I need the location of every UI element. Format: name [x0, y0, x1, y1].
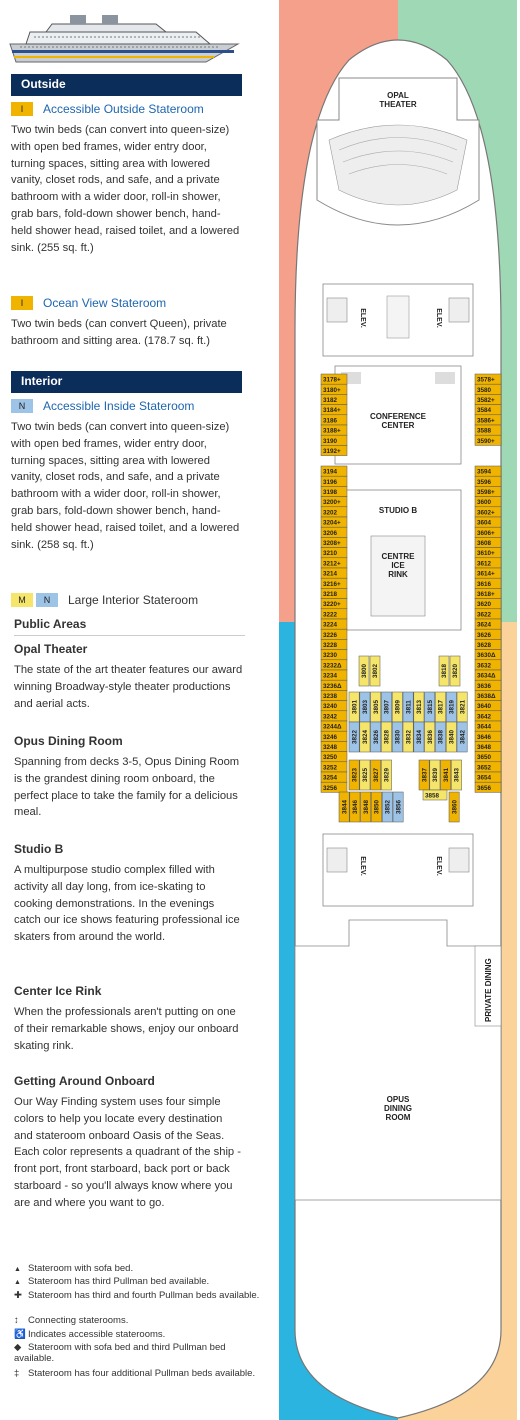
stateroom-number: 3842	[459, 729, 467, 745]
legend-label[interactable]: Accessible Outside Stateroom	[43, 101, 204, 116]
stateroom-number: 3656	[477, 784, 492, 792]
elev-label: ELEV.	[435, 856, 442, 876]
stateroom-number: 3242	[323, 713, 338, 721]
stateroom-number: 3858	[425, 792, 440, 800]
footnote: ✚ Stateroom has third and fourth Pullman beds available.	[14, 1290, 260, 1301]
stateroom-number: 3210	[323, 550, 338, 558]
stateroom-number: 3232Δ	[323, 662, 342, 670]
legend-label: Large Interior Stateroom	[68, 592, 199, 607]
stateroom-number: 3226	[323, 631, 338, 639]
footnote: ▲ Stateroom with sofa bed.	[14, 1263, 134, 1274]
stateroom-number: 3612	[477, 560, 492, 568]
stateroom-number: 3204+	[323, 519, 341, 527]
stateroom-number: 3834	[416, 729, 424, 745]
opus-dining-room-label: OPUS DINING ROOM	[384, 1095, 412, 1122]
stateroom-number: 3212+	[323, 560, 341, 568]
stateroom-number: 3832	[405, 729, 413, 745]
stateroom-number: 3222	[323, 611, 338, 619]
stateroom-number: 3640	[477, 703, 492, 711]
stairs	[449, 848, 469, 872]
stateroom-number: 3817	[437, 699, 445, 715]
stateroom-number: 3200+	[323, 499, 341, 507]
stateroom-number: 3182	[323, 397, 338, 404]
stateroom-number: 3632	[477, 662, 492, 670]
interior-swatch: N	[11, 399, 33, 413]
stateroom-number: 3590+	[477, 437, 495, 445]
restroom-icon	[435, 372, 455, 384]
area-title: Opal Theater	[14, 642, 88, 656]
stateroom-number: 3252	[323, 764, 338, 772]
area-text: When the professionals aren't putting on one of their remarkable shows, enjoy our onboard skating rink.	[14, 1006, 239, 1052]
legend-label[interactable]: Accessible Inside Stateroom	[43, 398, 195, 413]
stateroom-number: 3224	[323, 621, 338, 629]
stateroom-number: 3648	[477, 744, 492, 751]
outside-swatch: I	[11, 102, 33, 116]
stateroom-number: 3827	[372, 767, 380, 783]
stateroom-number: 3582+	[477, 397, 495, 404]
stateroom-number: 3839	[432, 767, 440, 783]
stateroom-number: 3826	[372, 729, 380, 745]
stateroom-number: 3208+	[323, 540, 341, 547]
stateroom-number: 3805	[372, 699, 380, 715]
stateroom-number: 3840	[448, 729, 456, 745]
stateroom-number: 3608	[477, 540, 492, 547]
stateroom-number: 3650	[477, 754, 492, 762]
outside-swatch: I	[11, 296, 33, 310]
stateroom-number: 3198	[323, 489, 338, 496]
footnote: ↕ Connecting staterooms.	[14, 1315, 129, 1326]
stateroom-number: 3622	[477, 611, 492, 619]
area-text: The state of the art theater features our award winning Broadway-style theater productions and aerial acts.	[14, 664, 243, 710]
stateroom-number: 3807	[383, 699, 391, 715]
stateroom-number: 3811	[405, 700, 413, 714]
stateroom-number: 3626	[477, 631, 492, 639]
stateroom-number: 3188+	[323, 427, 341, 435]
centre-ice-rink-label: CENTRE ICE RINK	[381, 552, 415, 579]
stateroom-number: 3801	[351, 699, 359, 715]
legend-item-accessible-inside	[11, 398, 194, 414]
elev-label: ELEV.	[435, 308, 442, 328]
stateroom-number: 3618+	[477, 591, 495, 598]
stateroom-number: 3630Δ	[477, 652, 496, 660]
stateroom-number: 3578+	[477, 376, 495, 384]
stateroom-number: 3838	[437, 729, 445, 745]
stateroom-number: 3638Δ	[477, 693, 496, 700]
stateroom-number: 3248	[323, 744, 338, 751]
stateroom-number: 3822	[351, 729, 359, 745]
stateroom-number: 3196	[323, 478, 338, 486]
stateroom-number: 3244Δ	[323, 723, 342, 731]
stateroom-number: 3646	[477, 733, 492, 741]
stateroom-number: 3256	[323, 784, 338, 792]
area-title: Getting Around Onboard	[14, 1074, 155, 1088]
public-areas-title: Public Areas	[14, 617, 87, 631]
stateroom-number: 3218	[323, 591, 338, 598]
footnote: ◆ Stateroom with sofa bed and third Pullman bed available.	[14, 1342, 226, 1364]
stateroom-number: 3836	[426, 729, 434, 745]
stateroom-number: 3654	[477, 774, 492, 782]
legend-description: Two twin beds (can convert into queen-size) with open bed frames, wider entry door, turning spaces, sitting area with lowered vanity, closet rods, and safe, and a private bathroom with a wider door, roll-in shower, grab bars, fold-down shower bench, hand-held shower head, raised toilet, and a lowered sink. (258 sq. ft.)	[11, 421, 240, 551]
cross-icon: ✚	[14, 1290, 22, 1301]
stateroom-number: 3803	[362, 699, 370, 715]
stateroom-number: 3614+	[477, 570, 495, 578]
stateroom-number: 3588	[477, 427, 492, 435]
stateroom-number: 3815	[426, 699, 434, 715]
stateroom-number: 3636	[477, 682, 492, 690]
stateroom-number: 3846	[352, 799, 360, 815]
stateroom-number: 3186	[323, 417, 338, 425]
ship-icon	[6, 6, 242, 66]
stateroom-number: 3230	[323, 652, 338, 660]
stateroom-number: 3844	[341, 799, 349, 815]
stateroom-number: 3644	[477, 723, 492, 731]
stateroom-number: 3860	[451, 799, 459, 815]
stateroom-number: 3206	[323, 529, 338, 537]
stateroom-number: 3821	[459, 699, 467, 715]
stateroom-number: 3628	[477, 642, 492, 649]
stateroom-number: 3848	[362, 799, 370, 815]
diamond-icon: ◆	[14, 1342, 22, 1353]
stateroom-number: 3246	[323, 733, 338, 741]
stateroom-number: 3852	[384, 799, 392, 815]
theater-seating	[329, 125, 467, 205]
opus-dining-room-area	[295, 920, 501, 1200]
stateroom-number: 3254	[323, 774, 338, 782]
accessible-icon: ♿	[14, 1329, 26, 1340]
stateroom-number: 3802	[372, 663, 380, 679]
stateroom-number: 3192+	[323, 448, 341, 455]
legend-item-accessible-outside	[11, 101, 204, 117]
stateroom-number: 3250	[323, 754, 338, 762]
stateroom-number: 3856	[395, 799, 403, 815]
stateroom-number: 3236Δ	[323, 682, 342, 690]
stateroom-number: 3228	[323, 642, 338, 649]
stateroom-number: 3220+	[323, 601, 341, 609]
legend-item-ocean-view	[11, 295, 166, 311]
stateroom-number: 3820	[452, 663, 460, 679]
stateroom-number: 3586+	[477, 417, 495, 425]
area-title: Studio B	[14, 842, 64, 856]
area-title: Center Ice Rink	[14, 984, 102, 998]
footnote: ‡ Stateroom has four additional Pullman beds available.	[14, 1368, 256, 1379]
stateroom-number: 3202	[323, 509, 338, 517]
pullman-bed-icon: ▲	[14, 1279, 21, 1286]
stateroom-number: 3824	[362, 729, 370, 745]
stateroom-number: 3234	[323, 672, 338, 680]
stateroom-number: 3610+	[477, 550, 495, 558]
legend-description: Two twin beds (can convert into queen-size) with open bed frames, wider entry door, turning spaces, sitting area with lowered vanity, closet rods, and safe, and a private bathroom with a wider door, roll-in shower, grab bars, fold-down shower bench, hand-held shower head, raised toilet, and a lowered sink. (255 sq. ft.)	[11, 124, 240, 254]
stateroom-number: 3604	[477, 519, 492, 527]
deck-plan	[279, 0, 517, 1420]
stateroom-number: 3178+	[323, 376, 341, 384]
interior-swatch-m: M	[11, 593, 33, 607]
stateroom-number: 3642	[477, 713, 492, 721]
studio-b-label: STUDIO B	[378, 506, 418, 515]
outside-header: Outside	[11, 74, 242, 96]
stateroom-number: 3598+	[477, 489, 495, 496]
stateroom-number: 3819	[448, 699, 456, 715]
area-title: Opus Dining Room	[14, 734, 123, 748]
stateroom-number: 3624	[477, 621, 492, 629]
stateroom-number: 3216+	[323, 580, 341, 588]
stateroom-number: 3594	[477, 468, 492, 476]
interior-header: Interior	[11, 371, 242, 393]
stateroom-number: 3214	[323, 570, 338, 578]
area-text: Spanning from decks 3-5, Opus Dining Room is the grandest dining room onboard, the perfect place to take the family for a delicious meal.	[14, 756, 240, 819]
stateroom-number: 3600	[477, 499, 492, 507]
legend-description: Two twin beds (can convert Queen), private bathroom and sitting area. (178.7 sq. ft.)	[11, 318, 227, 347]
stateroom-number: 3184+	[323, 407, 341, 415]
stateroom-number: 3843	[453, 767, 461, 783]
stateroom-number: 3180+	[323, 386, 341, 394]
footnote: ▲ Stateroom has third Pullman bed available.	[14, 1276, 210, 1287]
stateroom-number: 3584	[477, 407, 492, 415]
stateroom-number: 3238	[323, 693, 338, 700]
conference-center-label: CONFERENCE CENTER	[369, 412, 427, 430]
stateroom-number: 3823	[351, 767, 359, 783]
stateroom-number: 3190	[323, 437, 338, 445]
legend-label[interactable]: Ocean View Stateroom	[43, 295, 167, 310]
private-dining-label: PRIVATE DINING	[484, 958, 493, 1022]
stateroom-number: 3818	[441, 663, 449, 679]
stateroom-number: 3240	[323, 703, 338, 711]
elevator-shaft	[387, 296, 409, 338]
stateroom-number: 3194	[323, 468, 338, 476]
stateroom-number: 3850	[373, 799, 381, 815]
opal-theater-label: OPAL THEATER	[379, 91, 417, 109]
stateroom-number: 3580	[477, 386, 492, 394]
stateroom-number: 3825	[362, 767, 370, 783]
legend-item-large-interior	[11, 592, 198, 608]
double-cross-icon: ‡	[14, 1368, 20, 1379]
area-text: A multipurpose studio complex filled with activity all day long, from ice-skating to cooking demonstrations. In the evenings catch our ice shows featuring professional ice skaters from around the world.	[14, 864, 240, 944]
stateroom-number: 3634Δ	[477, 672, 496, 680]
stateroom-number: 3829	[383, 767, 391, 783]
stateroom-number: 3606+	[477, 529, 495, 537]
stateroom-number: 3652	[477, 764, 492, 772]
stateroom-number: 3616	[477, 580, 492, 588]
stateroom-number: 3837	[421, 767, 429, 783]
sofa-bed-icon: ▲	[14, 1266, 21, 1273]
stateroom-number: 3813	[416, 699, 424, 715]
stateroom-number: 3830	[394, 729, 402, 745]
stairs	[327, 298, 347, 322]
stateroom-number: 3809	[394, 699, 402, 715]
interior-swatch-n: N	[36, 593, 58, 607]
stairs	[327, 848, 347, 872]
stateroom-number: 3828	[383, 729, 391, 745]
stateroom-number: 3596	[477, 478, 492, 486]
stateroom-number: 3620	[477, 601, 492, 609]
footnote: ♿ Indicates accessible staterooms.	[14, 1329, 166, 1340]
stateroom-number: 3800	[361, 663, 369, 679]
connecting-icon: ↕	[14, 1315, 19, 1326]
stateroom-number: 3602+	[477, 509, 495, 517]
elev-label: ELEV.	[359, 308, 366, 328]
stairs	[449, 298, 469, 322]
divider	[14, 635, 245, 636]
elev-label: ELEV.	[359, 856, 366, 876]
area-text: Our Way Finding system uses four simple colors to help you locate every destination and stateroom onboard Oasis of the Seas. Each color represents a quadrant of the ship - front port, front starboard, back port or back starboard - so you'll always know where you are and where you want to go.	[14, 1096, 241, 1209]
stateroom-number: 3841	[442, 767, 450, 783]
